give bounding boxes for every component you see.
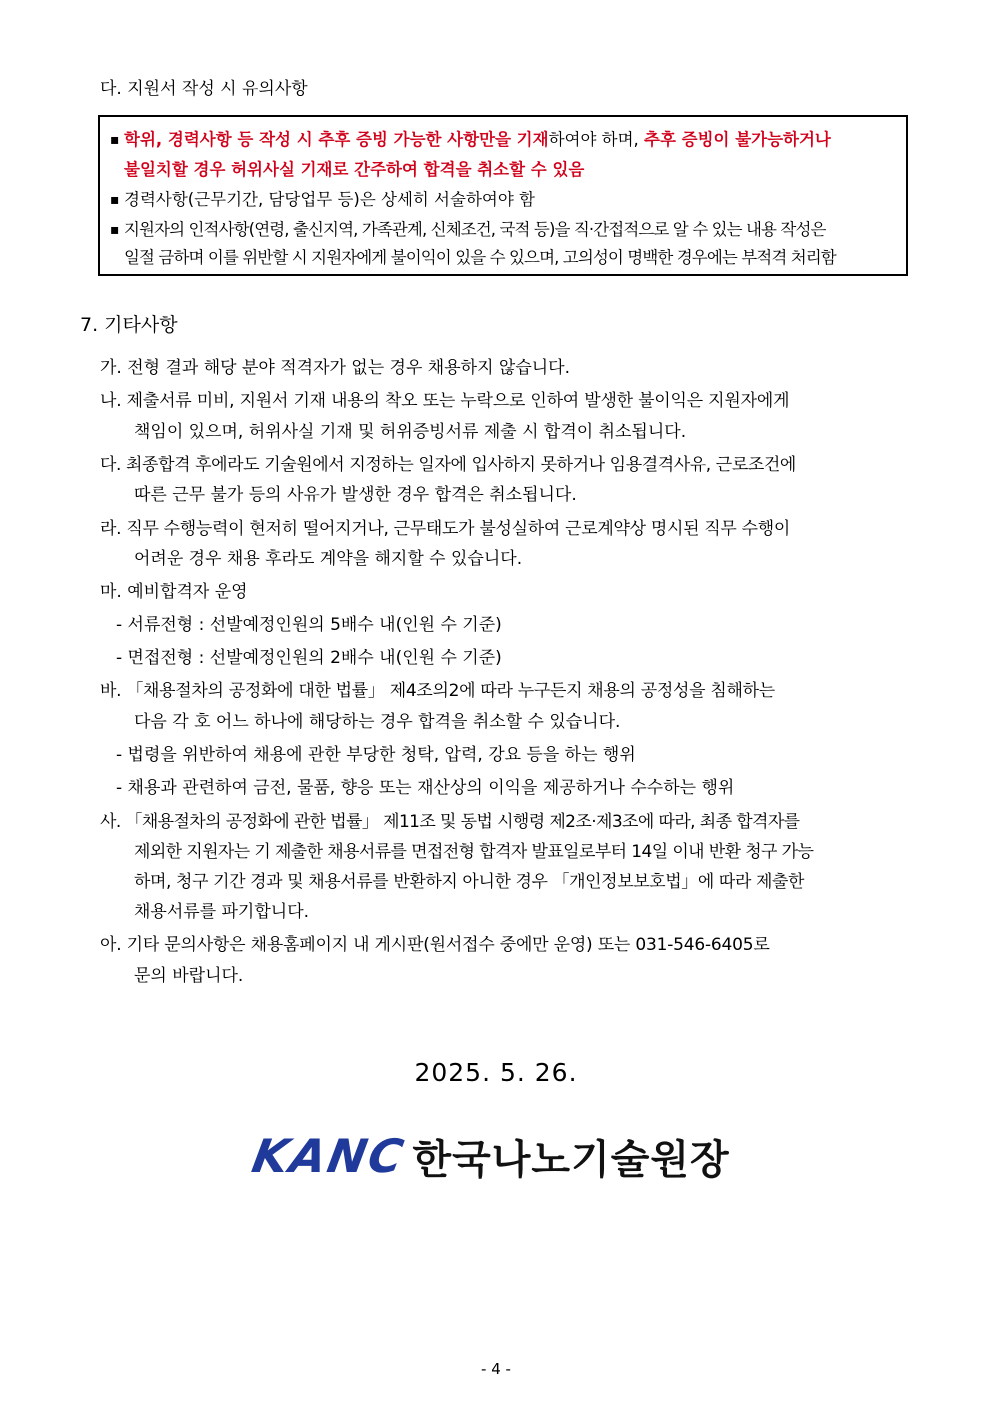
item-ga: 가. 전형 결과 해당 분야 적격자가 없는 경우 채용하지 않습니다. (100, 358, 570, 378)
notice-box (98, 115, 908, 276)
item-ma-sub-2: - 면접전형 : 선발예정인원의 2배수 내(인원 수 기준) (116, 648, 502, 668)
item-sa-cont-3: 채용서류를 파기합니다. (134, 902, 310, 922)
item-ba-sub-1: - 법령을 위반하여 채용에 관한 부당한 청탁, 압력, 강요 등을 하는 행위 (116, 745, 636, 765)
notice-bullet-2: 경력사항(근무기간, 담당업무 등)은 상세히 서술하여야 함 (124, 190, 535, 209)
bullet-icon: ▪ (110, 222, 120, 238)
kanc-logo (248, 1128, 730, 1184)
notice-bullet-3-cont: 일절 금하며 이를 위반할 시 지원자에게 불이익이 있을 수 있으며, 고의성이 명백한 경우에는 부적격 처리함 (124, 248, 836, 267)
item-a-cont: 문의 바랍니다. (134, 966, 244, 986)
item-sa: 사. 「채용절차의 공정화에 관한 법률」 제11조 및 동법 시행령 제2조·제3조에 따라, 최종 합격자를 (100, 812, 800, 832)
section-title: 7. 기타사항 (80, 314, 178, 336)
item-ra: 라. 직무 수행능력이 현저히 떨어지거나, 근무태도가 불성실하여 근로계약상 명시된 직무 수행이 (100, 519, 791, 539)
item-ba-sub-2: - 채용과 관련하여 금전, 물품, 향응 또는 재산상의 이익을 제공하거나 수수하는 행위 (116, 778, 735, 798)
item-sa-cont-2: 하며, 청구 기간 경과 및 채용서류를 반환하지 아니한 경우 「개인정보보호법」에 따라 제출한 (134, 872, 805, 892)
item-na: 나. 제출서류 미비, 지원서 기재 내용의 착오 또는 누락으로 인하여 발생한 불이익은 지원자에게 (100, 391, 790, 411)
item-da: 다. 최종합격 후에라도 기술원에서 지정하는 일자에 입사하지 못하거나 임용결격사유, 근로조건에 (100, 455, 796, 475)
notice-bullet-1: 학위, 경력사항 등 작성 시 추후 증빙 가능한 사항만을 기재하여야 하며, 추후 증빙이 불가능하거나 (124, 130, 831, 149)
notice-bullet-1-cont: 불일치할 경우 허위사실 기재로 간주하여 합격을 취소할 수 있음 (124, 160, 585, 179)
page-number: - 4 - (481, 1360, 511, 1378)
notice-bullet-3: 지원자의 인적사항(연령, 출신지역, 가족관계, 신체조건, 국적 등)을 직·간접적으로 알 수 있는 내용 작성은 (124, 220, 826, 239)
item-ma: 마. 예비합격자 운영 (100, 582, 248, 602)
logo-korean: 한국나노기술원장 (412, 1136, 730, 1183)
sub-heading: 다. 지원서 작성 시 유의사항 (100, 79, 308, 99)
item-ma-sub-1: - 서류전형 : 선발예정인원의 5배수 내(인원 수 기준) (116, 615, 502, 635)
item-da-cont: 따른 근무 불가 등의 사유가 발생한 경우 합격은 취소됩니다. (134, 485, 577, 505)
item-na-cont: 책임이 있으며, 허위사실 기재 및 허위증빙서류 제출 시 합격이 취소됩니다. (134, 422, 687, 442)
document-date: 2025. 5. 26. (414, 1058, 578, 1087)
item-ba-cont: 다음 각 호 어느 하나에 해당하는 경우 합격을 취소할 수 있습니다. (134, 712, 621, 732)
item-ba: 바. 「채용절차의 공정화에 대한 법률」 제4조의2에 따라 누구든지 채용의 공정성을 침해하는 (100, 681, 775, 701)
item-sa-cont-1: 제외한 지원자는 기 제출한 채용서류를 면접전형 합격자 발표일로부터 14일 이내 반환 청구 가능 (134, 842, 814, 862)
bullet-icon: ▪ (110, 132, 120, 148)
item-ra-cont: 어려운 경우 채용 후라도 계약을 해지할 수 있습니다. (134, 549, 523, 569)
bullet-icon: ▪ (110, 192, 120, 208)
logo-english: KANC (248, 1129, 410, 1183)
item-a: 아. 기타 문의사항은 채용홈페이지 내 게시판(원서접수 중에만 운영) 또는 031-546-6405로 (100, 935, 770, 955)
